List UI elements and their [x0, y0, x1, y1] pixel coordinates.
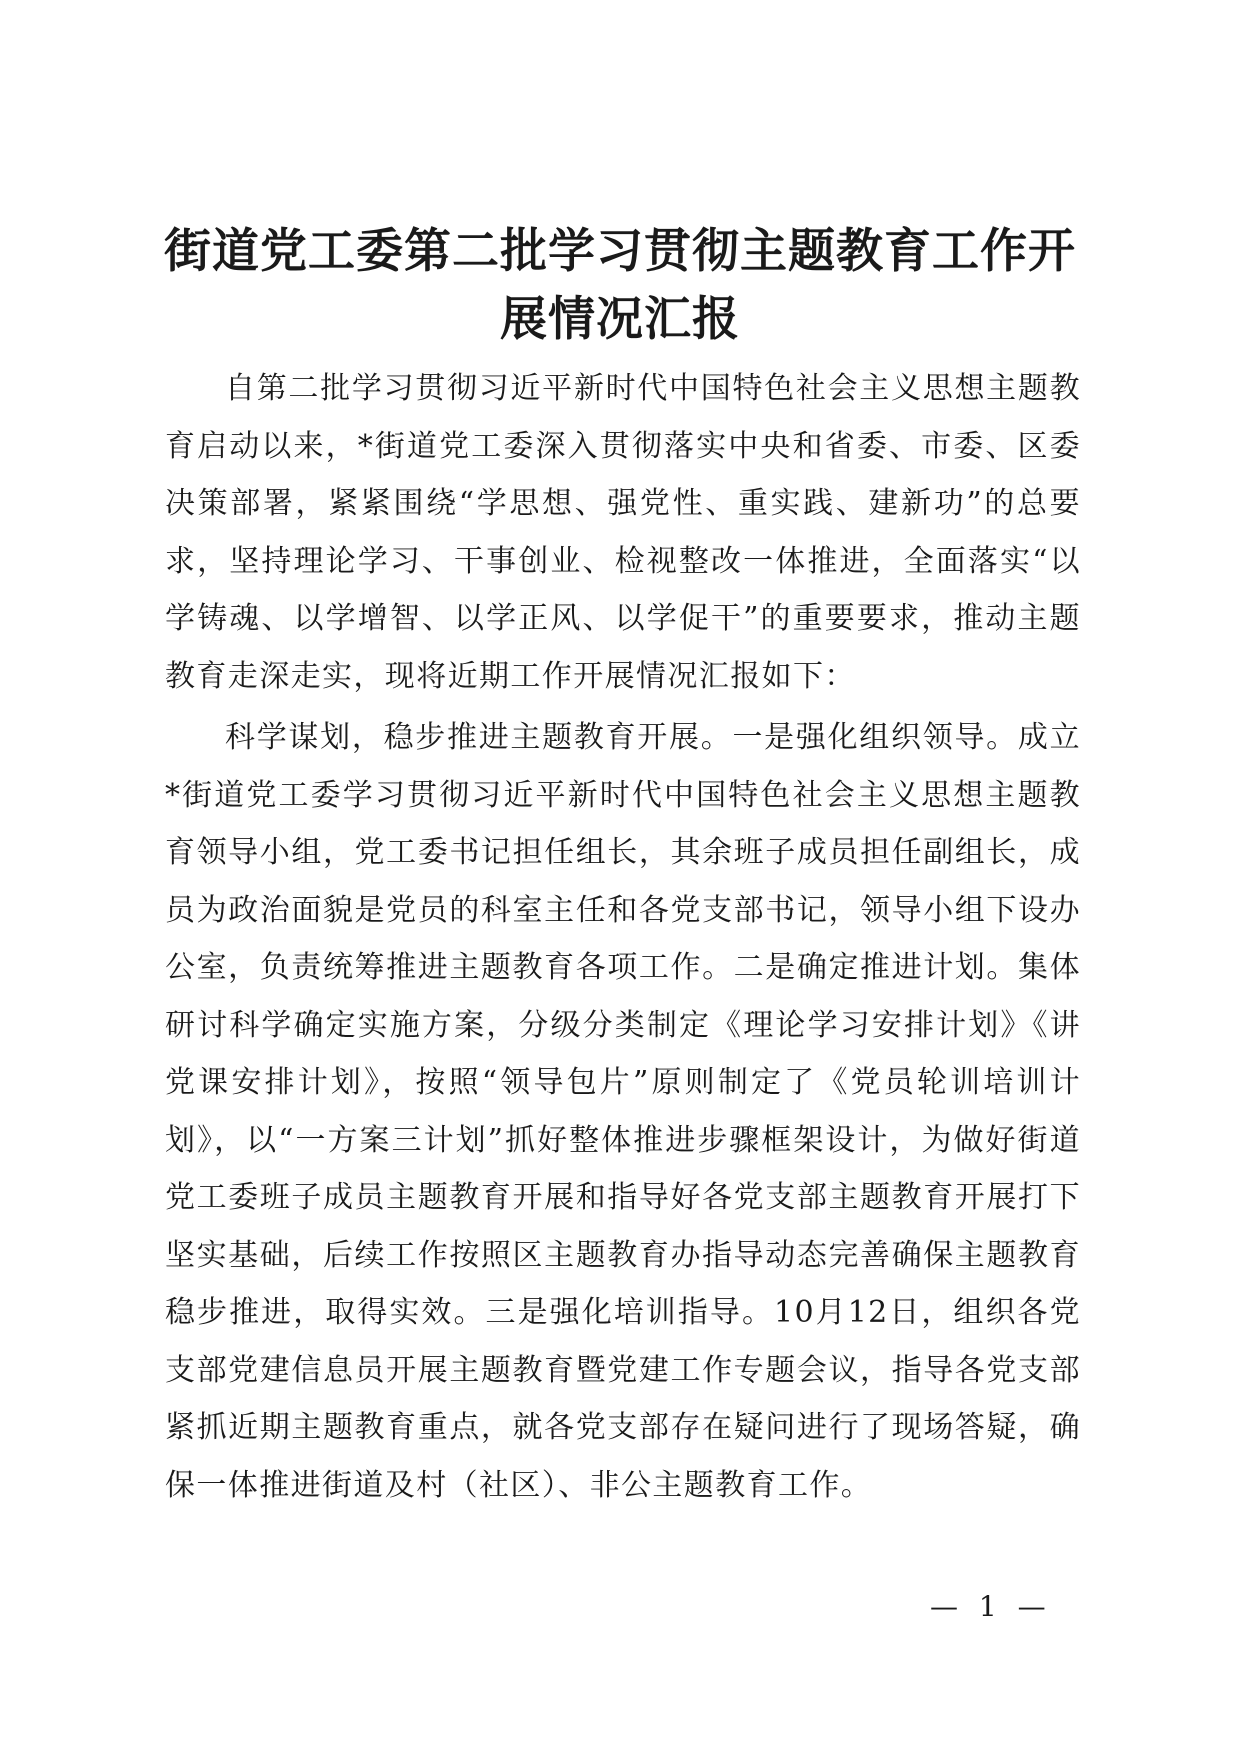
paragraph-planning: 科学谋划，稳步推进主题教育开展。一是强化组织领导。成立*街道党工委学习贯彻习近平新时代中国特色社会主义思想主题教育领导小组，党工委书记担任组长，其余班子成员担任副组长，成员为政治面貌是党员的科室主任和各党支部书记，领导小组下设办公室，负责统筹推进主题教育各项工作。二是确定推进计划。集体研讨科学确定实施方案，分级分类制定《理论学习安排计划》《讲党课安排计划》，按照“领导包片”原则制定了《党员轮训培训计划》，以“一方案三计划”抓好整体推进步骤框架设计，为做好街道党工委班子成员主题教育开展和指导好各党支部主题教育开展打下坚实基础，后续工作按照区主题教育办指导动态完善确保主题教育稳步推进，取得实效。三是强化培训指导。10月12日，组织各党支部党建信息员开展主题教育暨党建工作专题会议，指导各党支部紧抓近期主题教育重点，就各党支部存在疑问进行了现场答疑，确保一体推进街道及村（社区）、非公主题教育工作。 — [165, 720, 1081, 1503]
document-title: 街道党工委第二批学习贯彻主题教育工作开展情况汇报 — [164, 224, 1076, 347]
document-body — [165, 360, 1081, 1518]
page-number: — 1 — — [930, 1590, 1052, 1623]
paragraph-intro: 自第二批学习贯彻习近平新时代中国特色社会主义思想主题教育启动以来，*街道党工委深入贯彻落实中央和省委、市委、区委决策部署，紧紧围绕“学思想、强党性、重实践、建新功”的总要求，坚持理论学习、干事创业、检视整改一体推进，全面落实“以学铸魂、以学增智、以学正风、以学促干”的重要要求，推动主题教育走深走实，现将近期工作开展情况汇报如下： — [165, 371, 1081, 694]
